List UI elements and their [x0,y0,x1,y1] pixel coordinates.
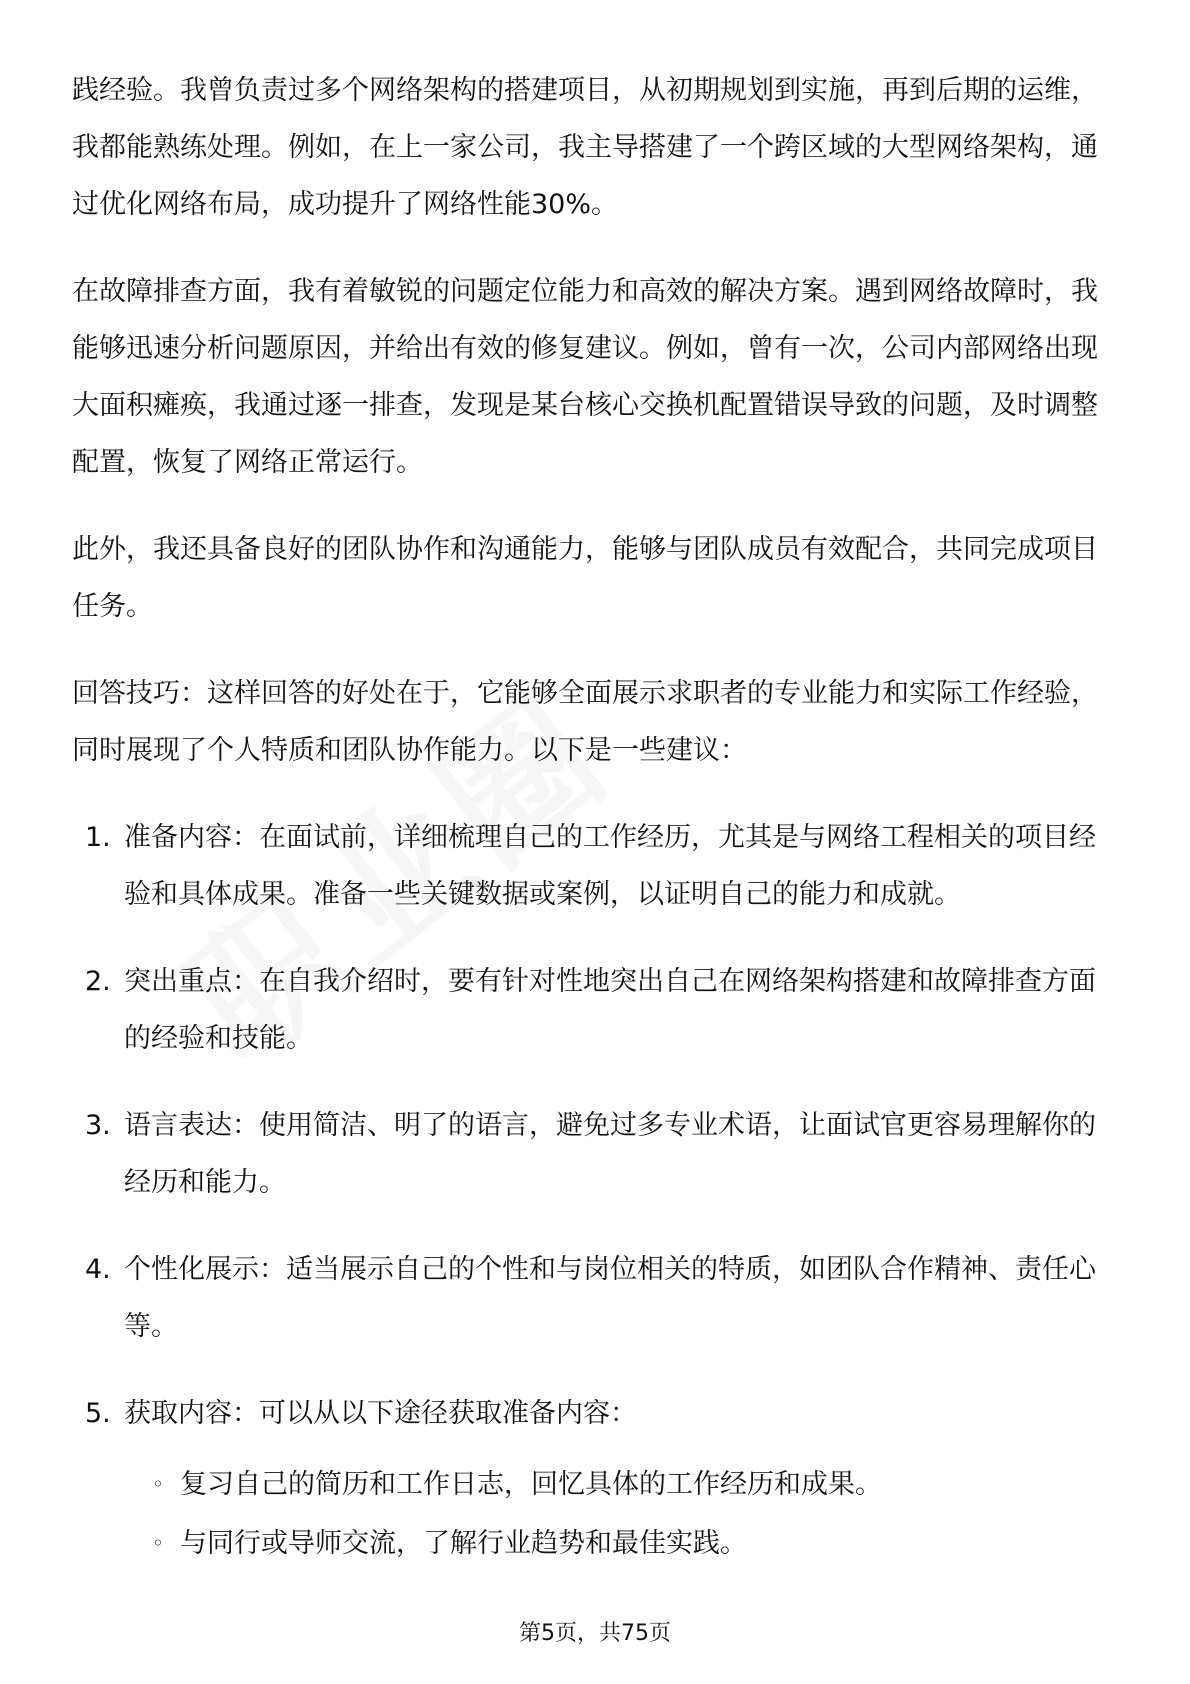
sub-list-item [152,1515,1122,1572]
list-item [72,1385,1122,1442]
list-item-text: 准备内容：在面试前，详细梳理自己的工作经历，尤其是与网络工程相关的项目经验和具体成果。准备一些关键数据或案例，以证明自己的能力和成就。 [124,822,1096,910]
list-item-number: 5. [85,1398,111,1429]
sub-list-item [152,1456,1122,1513]
paragraph-experience: 践经验。我曾负责过多个网络架构的搭建项目，从初期规划到实施，再到后期的运维，我都能熟练处理。例如，在上一家公司，我主导搭建了一个跨区域的大型网络架构，通过优化网络布局，成功提升了网络性能30%。 [72,75,1098,220]
sub-list [72,1456,1122,1572]
list-item-text: 个性化展示：适当展示自己的个性和与岗位相关的特质，如团队合作精神、责任心等。 [124,1254,1096,1342]
bullet-icon: ◦ [152,1472,164,1496]
sub-list-item-text: 与同行或导师交流，了解行业趋势和最佳实践。 [180,1528,747,1559]
list-item [72,1097,1122,1211]
list-item-number: 2. [85,966,111,997]
page-footer: 第5页，共75页 [519,1621,671,1646]
bullet-icon: ◦ [152,1531,164,1555]
list-item-number: 3. [85,1110,111,1141]
list-item-text: 获取内容：可以从以下途径获取准备内容： [124,1398,637,1429]
paragraph-teamwork: 此外，我还具备良好的团队协作和沟通能力，能够与团队成员有效配合，共同完成项目任务。 [72,534,1098,622]
tips-list [72,809,1122,1442]
paragraph-troubleshooting: 在故障排查方面，我有着敏锐的问题定位能力和高效的解决方案。遇到网络故障时，我能够迅速分析问题原因，并给出有效的修复建议。例如，曾有一次，公司内部网络出现大面积瘫痪，我通过逐一排查，发现是某台核心交换机配置错误导致的问题，及时调整配置，恢复了网络正常运行。 [72,276,1098,478]
sub-list-item-text: 复习自己的简历和工作日志，回忆具体的工作经历和成果。 [180,1469,882,1500]
list-item-number: 4. [85,1254,111,1285]
list-item [72,1241,1122,1355]
list-item [72,809,1122,923]
list-item-text: 突出重点：在自我介绍时，要有针对性地突出自己在网络架构搭建和故障排查方面的经验和技能。 [124,966,1096,1054]
list-item-number: 1. [85,822,111,853]
page-content [72,62,1122,1574]
list-item [72,953,1122,1067]
paragraph-answer-tips: 回答技巧：这样回答的好处在于，它能够全面展示求职者的专业能力和实际工作经验，同时展现了个人特质和团队协作能力。以下是一些建议： [72,678,1098,766]
list-item-text: 语言表达：使用简洁、明了的语言，避免过多专业术语，让面试官更容易理解你的经历和能力。 [124,1110,1096,1198]
